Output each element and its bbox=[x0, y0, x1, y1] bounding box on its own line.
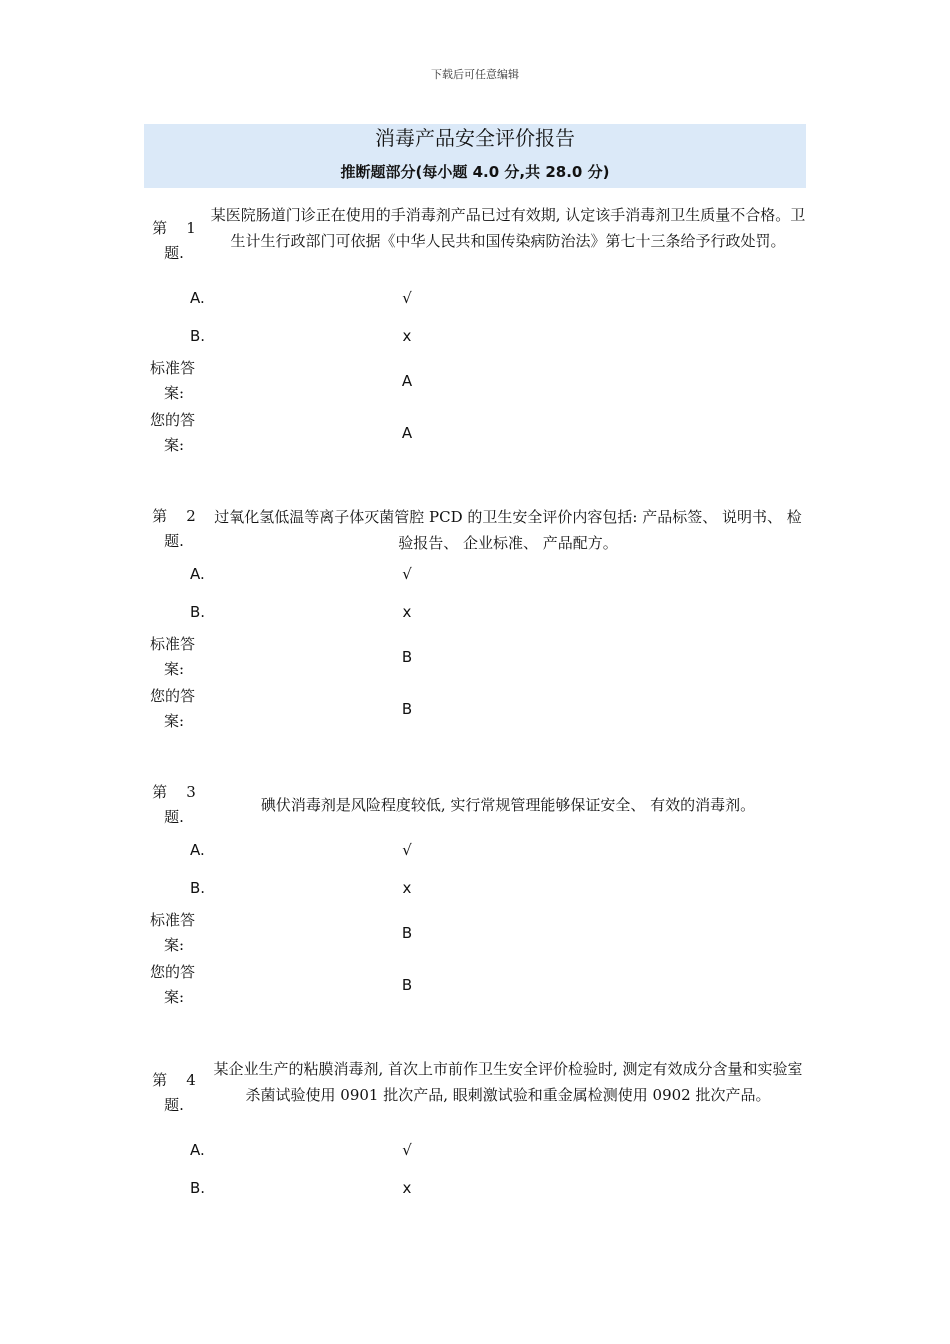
question-number bbox=[144, 1068, 204, 1118]
question-number bbox=[144, 504, 204, 554]
option-value: √ bbox=[402, 841, 412, 859]
option-b[interactable] bbox=[144, 1176, 806, 1200]
question-3 bbox=[144, 780, 806, 1016]
option-b[interactable] bbox=[144, 876, 806, 900]
question-text: 某企业生产的粘膜消毒剂, 首次上市前作卫生安全评价检验时, 测定有效成分含量和实验室杀菌试验使用 0901 批次产品, 眼刺激试验和重金属检测使用 0902 批次产品。 bbox=[213, 1060, 803, 1104]
option-value: √ bbox=[402, 565, 412, 583]
question-prefix: 第 bbox=[152, 1071, 168, 1089]
question-text: 过氧化氢低温等离子体灭菌管腔 PCD 的卫生安全评价内容包括: 产品标签、 说明书、 检验报告、 企业标准、 产品配方。 bbox=[214, 508, 802, 552]
document-title: 消毒产品安全评价报告 bbox=[375, 126, 575, 150]
your-answer bbox=[144, 960, 806, 1012]
option-value: √ bbox=[402, 289, 412, 307]
standard-answer bbox=[144, 632, 806, 684]
option-label: B. bbox=[190, 879, 206, 897]
standard-answer bbox=[144, 908, 806, 960]
option-b[interactable] bbox=[144, 324, 806, 348]
standard-answer bbox=[144, 356, 806, 408]
option-label: A. bbox=[190, 565, 205, 583]
option-value: √ bbox=[402, 1141, 412, 1159]
question-suffix: 题. bbox=[164, 808, 184, 826]
option-a[interactable] bbox=[144, 1138, 806, 1162]
question-suffix: 题. bbox=[164, 1096, 184, 1114]
option-b[interactable] bbox=[144, 600, 806, 624]
question-text: 某医院肠道门诊正在使用的手消毒剂产品已过有效期, 认定该手消毒剂卫生质量不合格。卫生计生行政部门可依据《中华人民共和国传染病防治法》第七十三条给予行政处罚。 bbox=[210, 206, 806, 250]
standard-answer-label: 标准答 案: bbox=[150, 635, 196, 678]
question-number-value: 3 bbox=[186, 783, 196, 801]
your-answer-value: B bbox=[401, 976, 413, 994]
option-label: B. bbox=[190, 327, 206, 345]
option-label: B. bbox=[190, 1179, 206, 1197]
standard-answer-label: 标准答 案: bbox=[150, 911, 196, 954]
question-text: 碘伏消毒剂是风险程度较低, 实行常规管理能够保证安全、 有效的消毒剂。 bbox=[260, 796, 756, 814]
question-number bbox=[144, 780, 204, 830]
option-value: x bbox=[402, 1179, 412, 1197]
question-prefix: 第 bbox=[152, 783, 168, 801]
option-value: x bbox=[402, 603, 412, 621]
your-answer-label: 您的答 案: bbox=[150, 687, 196, 730]
question-prefix: 第 bbox=[152, 507, 168, 525]
standard-answer-value: A bbox=[401, 372, 413, 390]
option-a[interactable] bbox=[144, 838, 806, 862]
your-answer-label: 您的答 案: bbox=[150, 963, 196, 1006]
option-label: B. bbox=[190, 603, 206, 621]
your-answer bbox=[144, 408, 806, 460]
option-label: A. bbox=[190, 289, 205, 307]
question-1 bbox=[144, 202, 806, 462]
question-suffix: 题. bbox=[164, 532, 184, 550]
option-label: A. bbox=[190, 841, 205, 859]
top-note: 下载后可任意编辑 bbox=[431, 68, 519, 81]
standard-answer-value: B bbox=[401, 924, 413, 942]
question-number-value: 4 bbox=[186, 1071, 196, 1089]
your-answer bbox=[144, 684, 806, 736]
option-a[interactable] bbox=[144, 562, 806, 586]
your-answer-value: A bbox=[401, 424, 413, 442]
section-title: 推断题部分(每小题 4.0 分,共 28.0 分) bbox=[340, 163, 610, 181]
option-label: A. bbox=[190, 1141, 205, 1159]
question-prefix: 第 bbox=[152, 219, 168, 237]
question-number bbox=[144, 216, 204, 266]
standard-answer-label: 标准答 案: bbox=[150, 359, 196, 402]
question-number-value: 2 bbox=[186, 507, 196, 525]
your-answer-value: B bbox=[401, 700, 413, 718]
question-number-value: 1 bbox=[186, 219, 196, 237]
standard-answer-value: B bbox=[401, 648, 413, 666]
your-answer-label: 您的答 案: bbox=[150, 411, 196, 454]
question-2 bbox=[144, 504, 806, 740]
option-value: x bbox=[402, 327, 412, 345]
option-a[interactable] bbox=[144, 286, 806, 310]
option-value: x bbox=[402, 879, 412, 897]
report-header bbox=[144, 124, 806, 188]
question-4 bbox=[144, 1056, 806, 1206]
question-suffix: 题. bbox=[164, 244, 184, 262]
